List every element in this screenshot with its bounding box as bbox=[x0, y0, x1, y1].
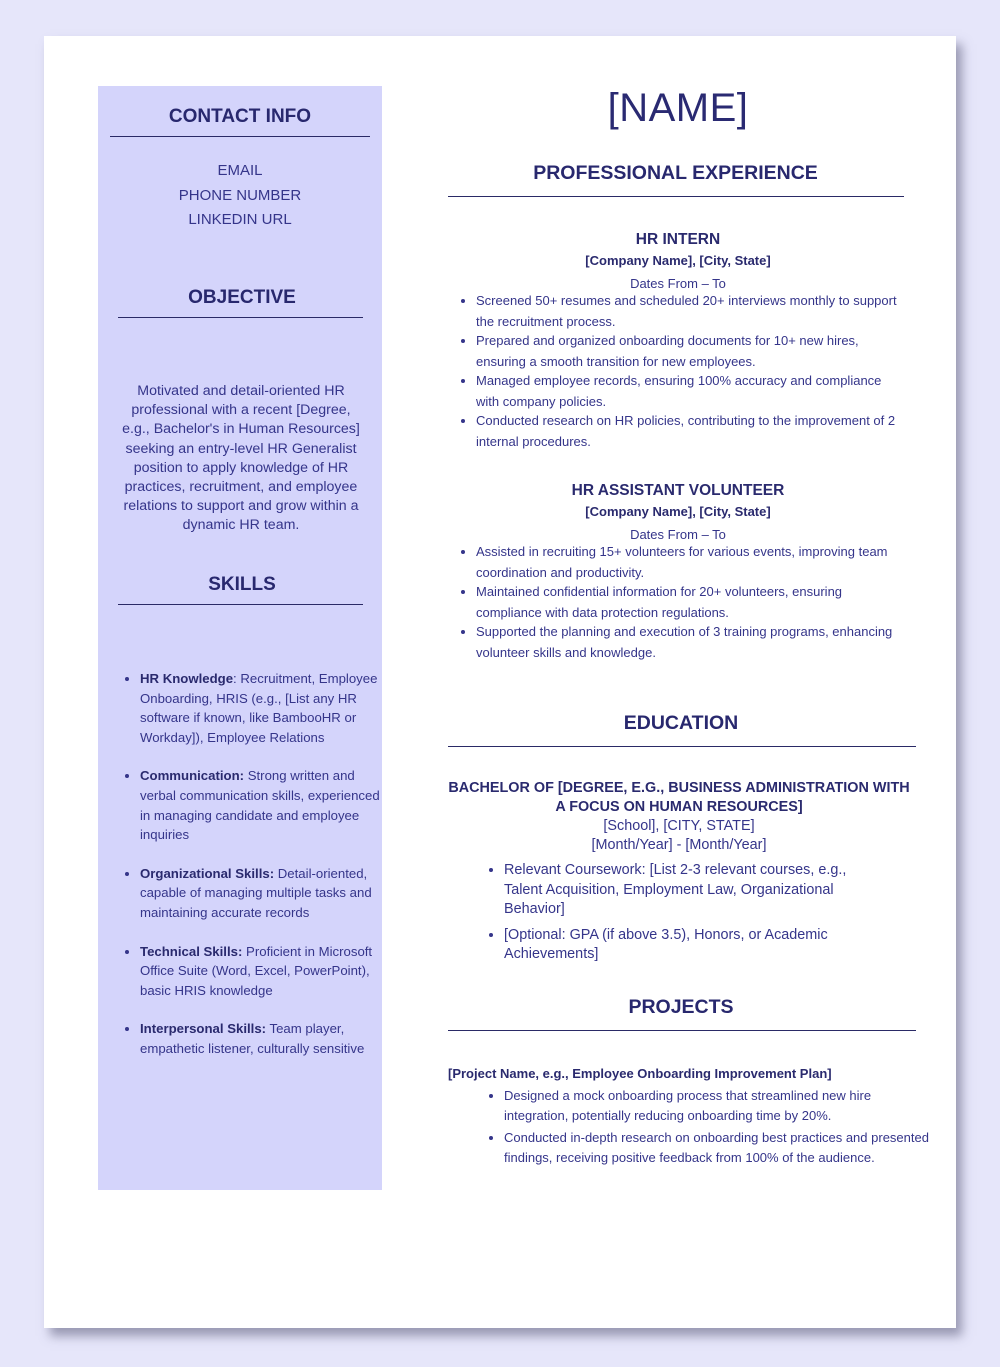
bullet-item: • [Optional: GPA (if above 3.5), Honors, or Academic Achievements] bbox=[504, 926, 884, 965]
contact-email: EMAIL bbox=[217, 162, 263, 179]
contact-info-divider bbox=[110, 136, 370, 137]
skills-divider bbox=[118, 604, 363, 605]
skill-label: HR Knowledge bbox=[140, 671, 234, 686]
job-company: [Company Name], [City, State] bbox=[585, 253, 771, 268]
objective-heading: OBJECTIVE bbox=[188, 287, 296, 308]
skill-label: Interpersonal Skills: bbox=[140, 1021, 267, 1037]
skill-item bbox=[140, 942, 388, 1001]
projects-heading: PROJECTS bbox=[628, 996, 734, 1018]
contact-info-heading: CONTACT INFO bbox=[168, 106, 312, 127]
job-title: HR ASSISTANT VOLUNTEER bbox=[571, 482, 785, 499]
skill-label: Technical Skills: bbox=[140, 943, 243, 959]
job-bullets bbox=[448, 291, 900, 451]
education-degree: BACHELOR OF [DEGREE, E.G., BUSINESS ADMINISTRATION WITH A FOCUS ON HUMAN RESOURCES] bbox=[448, 780, 910, 815]
experience-heading: PROFESSIONAL EXPERIENCE bbox=[533, 162, 818, 184]
skill-text: Strong written and verbal communication skills, experienced in managing candidate and employee inquiries bbox=[140, 768, 380, 843]
skill-item bbox=[140, 1019, 388, 1058]
education-school: [School], [CITY, STATE] bbox=[603, 818, 755, 834]
bullet-item: • Maintained confidential information for 20+ volunteers, ensuring compliance with data protection regulations. bbox=[476, 582, 900, 623]
job-title: HR INTERN bbox=[635, 231, 721, 248]
skill-text: Team player, empathetic listener, culturally sensitive bbox=[140, 1021, 365, 1056]
bullet-item: • Prepared and organized onboarding documents for 10+ new hires, ensuring a smooth transition for new employees. bbox=[476, 331, 900, 372]
education-divider bbox=[448, 746, 916, 747]
objective-divider bbox=[118, 317, 363, 318]
experience-divider bbox=[448, 196, 904, 197]
skill-item bbox=[140, 864, 388, 923]
resume-page bbox=[44, 36, 956, 1328]
projects-divider bbox=[448, 1030, 916, 1031]
job-dates: Dates From – To bbox=[630, 276, 726, 291]
job-bullets bbox=[448, 542, 900, 662]
contact-phone: PHONE NUMBER bbox=[178, 187, 302, 204]
skills-heading: SKILLS bbox=[208, 574, 276, 595]
skill-separator: : bbox=[233, 671, 241, 686]
bullet-item: • Designed a mock onboarding process that streamlined new hire integration, potentially reducing onboarding time by 20%. bbox=[504, 1086, 934, 1125]
education-dates: [Month/Year] - [Month/Year] bbox=[591, 837, 767, 853]
skill-label: Communication: bbox=[140, 768, 245, 784]
candidate-name: [NAME] bbox=[607, 86, 749, 130]
project-name: [Project Name, e.g., Employee Onboarding Improvement Plan] bbox=[448, 1066, 832, 1081]
bullet-item: • Relevant Coursework: [List 2-3 relevant courses, e.g., Talent Acquisition, Employment Law, Organizational Behavior] bbox=[504, 861, 884, 920]
bullet-item: • Screened 50+ resumes and scheduled 20+ interviews monthly to support the recruitment process. bbox=[476, 291, 900, 332]
skills-list bbox=[120, 669, 388, 1078]
skill-item bbox=[140, 766, 388, 844]
job-dates: Dates From – To bbox=[630, 527, 726, 542]
skill-text: Proficient in Microsoft Office Suite (Word, Excel, PowerPoint), basic HRIS knowledge bbox=[140, 943, 373, 998]
sidebar bbox=[98, 86, 382, 1190]
bullet-item: • Conducted in-depth research on onboarding best practices and presented findings, receiving positive feedback from 100% of the audience. bbox=[504, 1128, 934, 1167]
bullet-item: • Assisted in recruiting 15+ volunteers for various events, improving team coordination and productivity. bbox=[476, 542, 900, 583]
bullet-item: • Supported the planning and execution of 3 training programs, enhancing volunteer skills and knowledge. bbox=[476, 622, 900, 663]
bullet-item: • Conducted research on HR policies, contributing to the improvement of 2 internal procedures. bbox=[476, 411, 900, 452]
skill-label: Organizational Skills: bbox=[140, 865, 275, 881]
education-heading: EDUCATION bbox=[623, 712, 739, 734]
skill-text: Detail-oriented, capable of managing multiple tasks and maintaining accurate records bbox=[140, 865, 372, 920]
project-bullets bbox=[476, 1086, 934, 1170]
objective-text: Motivated and detail-oriented HR professional with a recent [Degree, e.g., Bachelor's in Human Resources] seeking an entry-level HR Generalist position to apply knowledge of HR practices, recruitment, and employee relations to support and grow within a dynamic HR team. bbox=[122, 383, 360, 534]
skill-text: Recruitment, Employee Onboarding, HRIS (e.g., [List any HR software if known, like BambooHR or Workday]), Employee Relations bbox=[140, 671, 378, 745]
contact-linkedin: LINKEDIN URL bbox=[188, 211, 292, 228]
job-company: [Company Name], [City, State] bbox=[585, 504, 771, 519]
skill-item bbox=[140, 669, 388, 747]
education-bullets bbox=[476, 861, 884, 971]
bullet-item: • Managed employee records, ensuring 100% accuracy and compliance with company policies. bbox=[476, 371, 900, 412]
